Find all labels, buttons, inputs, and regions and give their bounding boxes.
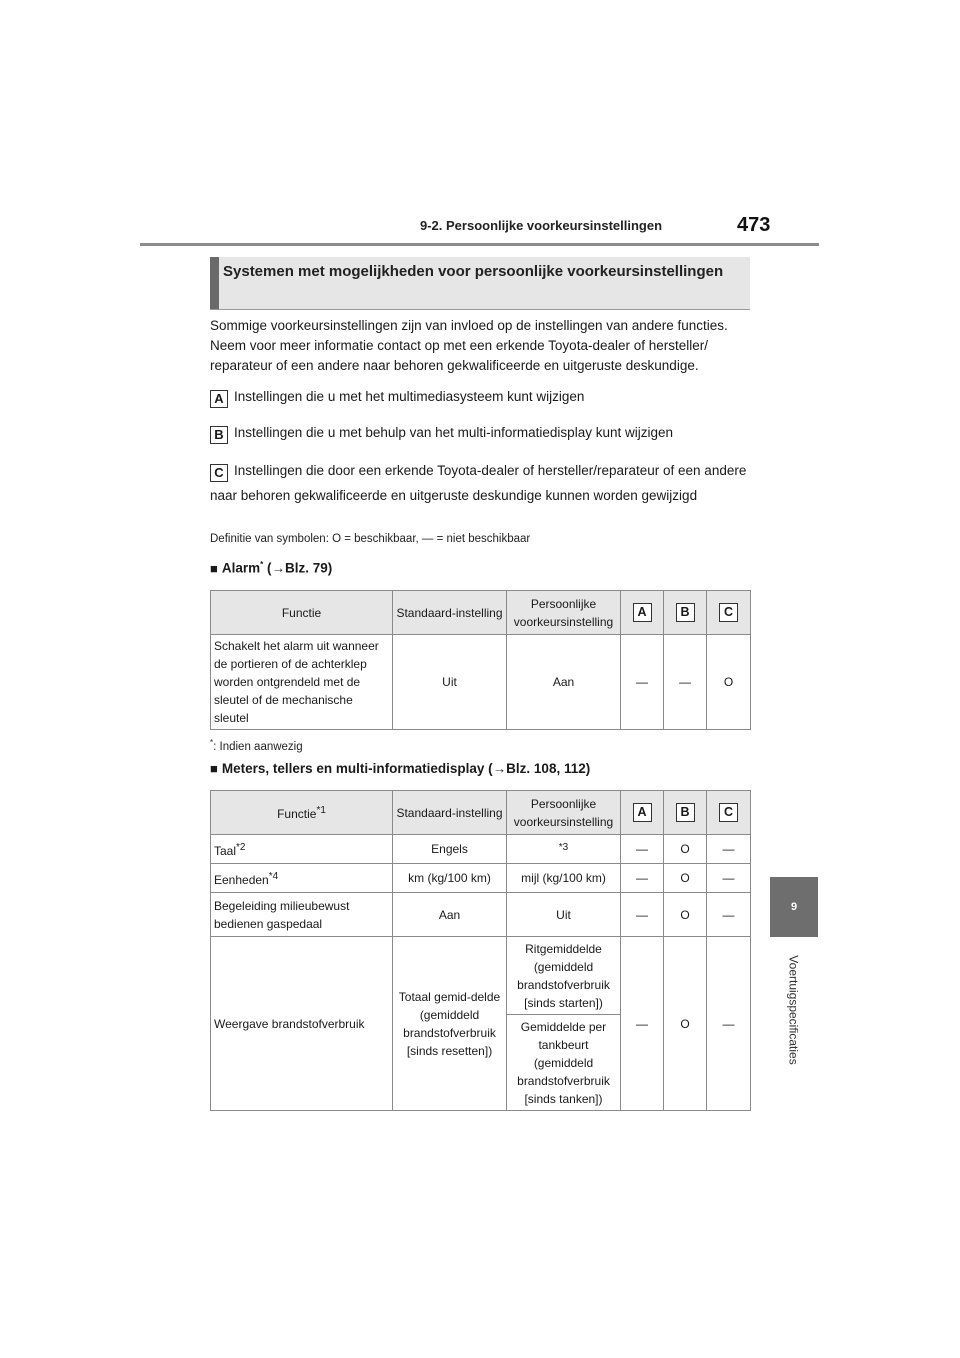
cell-a: — [621,635,664,730]
legend-c-text: Instellingen die door een erkende Toyota-dealer of hersteller/reparateur of een andere naar behoren gekwalificeerde en uitgeruste deskundige kunnen worden gewijzigd [210,463,747,503]
header-b [664,791,707,835]
legend-c [210,458,755,508]
header-function [211,791,393,835]
cell-c: — [707,893,751,937]
symbol-definition: Definitie van symbolen: O = beschikbaar, — = niet beschikbaar [210,533,531,545]
cell-a: — [621,893,664,937]
alarm-footnote [210,738,303,753]
header-personal: Persoonlijke voorkeursinstelling [507,791,621,835]
header-a [621,591,664,635]
page-number: 473 [737,214,771,236]
legend-a [210,387,755,408]
cell-personal: Uit [507,893,621,937]
header-personal: Persoonlijke voorkeursinstelling [507,591,621,635]
cell-default: Uit [393,635,507,730]
header-rule [140,243,819,246]
alarm-ref: (→Blz. 79) [263,560,333,576]
cell-personal: mijl (kg/100 km) [507,864,621,893]
cell-c: — [707,835,751,864]
cell-b: O [664,835,707,864]
table-row [211,937,751,1015]
header-default: Standaard-instelling [393,791,507,835]
header-function-sup: *1 [316,805,326,816]
header-b [664,591,707,635]
table-row [211,893,751,937]
cell-function: Weergave brandstofverbruik [211,937,393,1111]
header-default: Standaard-instelling [393,591,507,635]
section-heading [210,257,750,310]
meters-heading [210,761,590,776]
cell-default: Engels [393,835,507,864]
table-header-row [211,791,751,835]
cell-function [211,835,393,864]
alarm-title-sup: * [260,560,264,569]
cell-function-sup: *4 [268,870,279,882]
table-row [211,864,751,893]
legend-b [210,423,755,444]
header-c [707,591,751,635]
cell-function [211,864,393,893]
header-c [707,791,751,835]
cell-default: Aan [393,893,507,937]
header-b-box: B [676,803,695,822]
cell-c: — [707,937,751,1111]
header-a-box: A [633,803,652,822]
legend-b-box: B [210,426,228,444]
cell-personal [507,835,621,864]
cell-default: Totaal gemid-delde (gemiddeld brandstofverbruik [sinds resetten]) [393,937,507,1111]
footnote-text: : Indien aanwezig [213,740,303,753]
cell-personal: Gemiddelde per tankbeurt (gemiddeld brandstofverbruik [sinds tanken]) [507,1015,621,1111]
legend-b-text: Instellingen die u met behulp van het multi-informatiedisplay kunt wijzigen [234,425,673,440]
cell-default: km (kg/100 km) [393,864,507,893]
legend-a-box: A [210,390,228,408]
meters-title: Meters, tellers en multi-informatiedisplay (→Blz. 108, 112) [221,761,591,776]
cell-b: O [664,864,707,893]
cell-personal: Aan [507,635,621,730]
cell-function-sup: *2 [236,841,246,853]
cell-a: — [621,937,664,1111]
header-a [621,791,664,835]
alarm-table [210,590,751,730]
cell-personal: Ritgemiddelde (gemiddeld brandstofverbruik [sinds starten]) [507,937,621,1015]
cell-function-text: Eenheden [214,872,269,887]
bullet-square-icon: ■ [210,560,218,576]
chapter-label-text: Voertuigspecificaties [787,955,801,1065]
header-c-box: C [719,803,738,822]
header-function: Functie [211,591,393,635]
cell-function: Begeleiding milieubewust bedienen gaspedaal [211,893,393,937]
meters-table [210,790,751,1111]
legend-a-text: Instellingen die u met het multimediasysteem kunt wijzigen [234,389,585,404]
header-function-text: Functie [277,807,317,821]
table-row [211,635,751,730]
cell-a: — [621,864,664,893]
cell-a: — [621,835,664,864]
intro-paragraph: Sommige voorkeursinstellingen zijn van invloed op de instellingen van andere functies. Neem voor meer informatie contact op met een erkende Toyota-dealer of hersteller/ reparateur of een andere naar behoren gekwalificeerde en uitgeruste deskundige. [210,318,728,373]
alarm-heading [210,560,332,576]
cell-function-text: Taal [214,843,237,858]
legend-c-box: C [210,464,228,482]
table-row [211,835,751,864]
header-b-box: B [676,603,695,622]
header-a-box: A [633,603,652,622]
section-title: Systemen met mogelijkheden voor persoonlijke voorkeursinstellingen [223,263,724,280]
cell-b: O [664,937,707,1111]
chapter-tab: 9 [770,877,818,937]
cell-b: — [664,635,707,730]
alarm-title: Alarm [221,560,261,576]
cell-personal-sup: *3 [558,841,569,853]
chapter-label [770,940,818,1080]
running-header: 9-2. Persoonlijke voorkeursinstellingen [420,218,663,233]
section-heading-bar [210,257,219,309]
cell-function: Schakelt het alarm uit wanneer de portieren of de achterklep worden ontgrendeld met de sleutel of de mechanische sleutel [211,635,393,730]
header-c-box: C [719,603,738,622]
table-header-row [211,591,751,635]
cell-b: O [664,893,707,937]
cell-c: — [707,864,751,893]
footnote-mark: * [210,738,214,747]
bullet-square-icon: ■ [210,761,218,776]
cell-c: O [707,635,751,730]
